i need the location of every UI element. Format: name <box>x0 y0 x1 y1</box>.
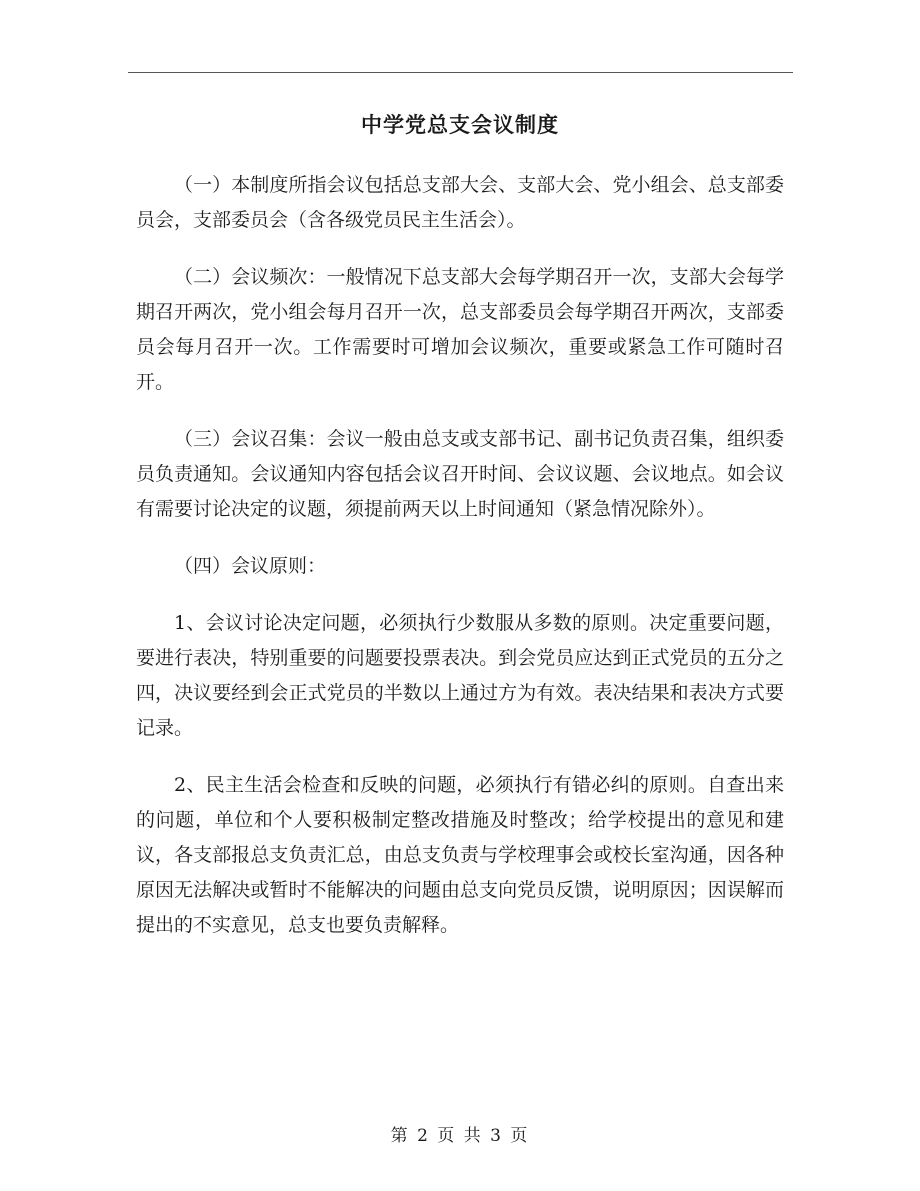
paragraph-principles-heading: （四）会议原则： <box>174 555 327 577</box>
paragraph-convening: （三）会议召集：会议一般由总支或支部书记、副书记负责召集，组织委员负责通知。会议通知内容包括会议召开时间、会议议题、会议地点。如会议有需要讨论决定的议题，须提前两天以上时间通知（紧急情况除外）。 <box>136 428 784 520</box>
paragraph-frequency: （二）会议频次：一般情况下总支部大会每学期召开一次，支部大会每学期召开两次，党小组会每月召开一次，总支部委员会每学期召开两次，支部委员会每月召开一次。工作需要时可增加会议频次，重要或紧急工作可随时召开。 <box>136 266 784 393</box>
document-title: 中学党总支会议制度 <box>361 112 559 137</box>
paragraph-scope: （一）本制度所指会议包括总支部大会、支部大会、党小组会、总支部委员会，支部委员会（含各级党员民主生活会）。 <box>136 174 784 231</box>
paragraph-principle-2: 2、民主生活会检查和反映的问题，必须执行有错必纠的原则。自查出来的问题，单位和个人要积极制定整改措施及时整改；给学校提出的意见和建议，各支部报总支负责汇总，由总支负责与学校理事会或校长室沟通，因各种原因无法解决或暂时不能解决的问题由总支向党员反馈，说明原因；因误解而提出的不实意见，总支也要负责解释。 <box>136 774 784 936</box>
header-rule <box>128 72 793 73</box>
document-body <box>136 168 784 965</box>
page-number: 第 2 页 共 3 页 <box>390 1126 530 1146</box>
paragraph-principle-1: 1、会议讨论决定问题，必须执行少数服从多数的原则。决定重要问题，要进行表决，特别重要的问题要投票表决。到会党员应达到正式党员的五分之四，决议要经到会正式党员的半数以上通过方为有效。表决结果和表决方式要记录。 <box>136 612 784 739</box>
